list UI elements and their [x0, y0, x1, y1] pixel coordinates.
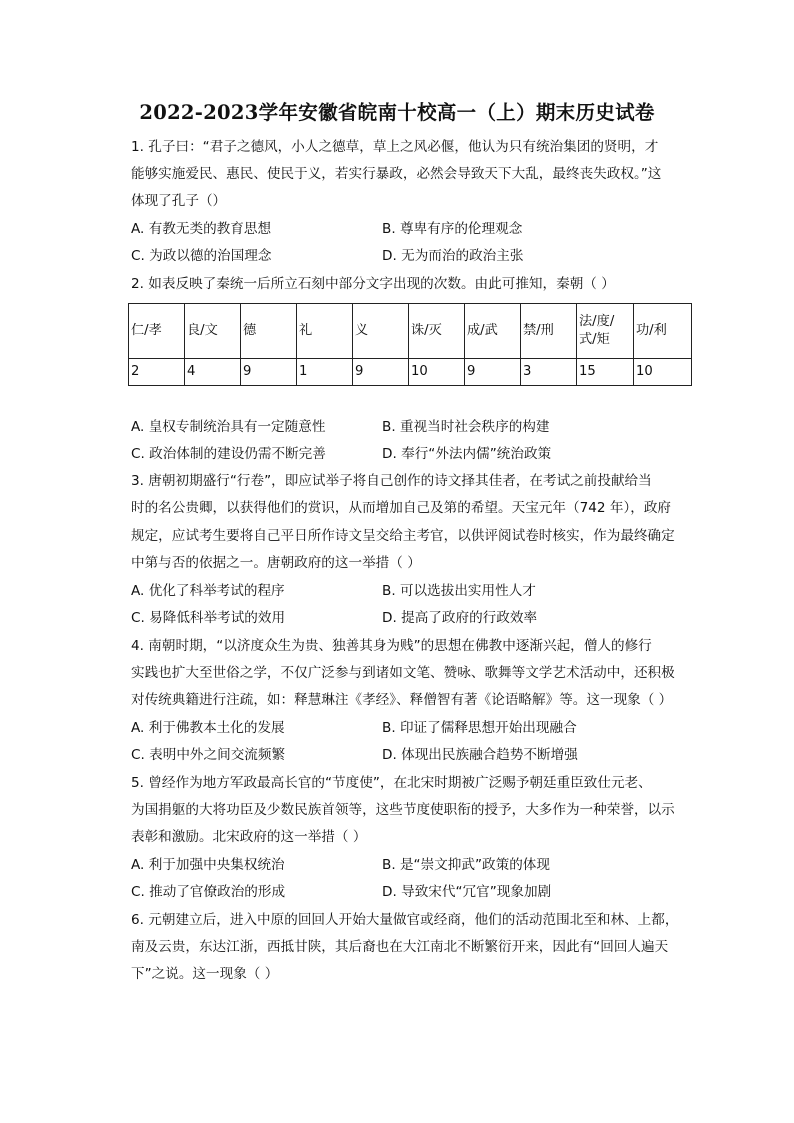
table-row	[129, 359, 692, 386]
q2-option-a: A. 皇权专制统治具有一定随意性	[131, 419, 326, 435]
q5-stem-line-2: 为国捐躯的大将功臣及少数民族首领等，这些节度使职衔的授予，大多作为一种荣誉，以示	[131, 802, 675, 818]
q4-option-d: D. 体现出民族融合趋势不断增强	[382, 747, 578, 763]
q6-stem-line-2: 南及云贵，东达江浙，西抵甘陕，其后裔也在大江南北不断繁衍开来，因此有“回回人遍天	[131, 939, 669, 955]
q1-stem-line-2: 能够实施爱民、惠民、使民于义，若实行暴政，必然会导致天下大乱，最终丧失政权。”这	[131, 166, 662, 182]
table-header-cell: 禁/刑	[521, 304, 577, 359]
q4-stem-line-3: 对传统典籍进行注疏，如：释慧琳注《孝经》、释僧智有著《论语略解》等。这一现象（ ）	[131, 692, 673, 708]
table-header-cell: 诛/灭	[409, 304, 465, 359]
q3-option-d: D. 提高了政府的行政效率	[382, 610, 538, 626]
q1-stem-line-3: 体现了孔子（）	[131, 193, 227, 209]
q1-option-a: A. 有教无类的教育思想	[131, 221, 272, 237]
q2-option-b: B. 重视当时社会秩序的构建	[382, 419, 550, 435]
table-header-cell: 义	[353, 304, 409, 359]
q4-option-c: C. 表明中外之间交流频繁	[131, 747, 286, 763]
table-header-cell: 德	[241, 304, 297, 359]
table-cell: 10	[409, 359, 465, 386]
table-cell: 4	[185, 359, 241, 386]
table-cell: 2	[129, 359, 185, 386]
table-header-cell: 礼	[297, 304, 353, 359]
table-cell: 3	[521, 359, 577, 386]
q2-stem-line-1: 2. 如表反映了秦统一后所立石刻中部分文字出现的次数。由此可推知，秦朝（ ）	[131, 276, 615, 292]
q3-option-b: B. 可以选拔出实用性人才	[382, 583, 536, 599]
q6-stem-line-3: 下”之说。这一现象（ ）	[131, 966, 279, 982]
q4-option-b: B. 印证了儒释思想开始出现融合	[382, 720, 577, 736]
table-cell: 9	[465, 359, 521, 386]
q1-option-d: D. 无为而治的政治主张	[382, 248, 524, 264]
table-cell: 10	[634, 359, 692, 386]
q5-option-b: B. 是“崇文抑武”政策的体现	[382, 857, 550, 873]
q3-option-c: C. 易降低科举考试的效用	[131, 610, 286, 626]
q1-option-c: C. 为政以德的治国理念	[131, 248, 272, 264]
table-header-cell: 仁/孝	[129, 304, 185, 359]
q5-stem-line-3: 表彰和激励。北宋政府的这一举措（ ）	[131, 829, 367, 845]
q5-option-a: A. 利于加强中央集权统治	[131, 857, 285, 873]
q3-stem-line-3: 规定，应试考生要将自己平日所作诗文呈交给主考官，以供评阅试卷时核实，作为最终确定	[131, 528, 675, 544]
q2-option-d: D. 奉行“外法内儒”统治政策	[382, 446, 552, 462]
q5-stem-line-1: 5. 曾经作为地方军政最高长官的“节度使”，在北宋时期被广泛赐予朝廷重臣致仕元老、	[131, 775, 652, 791]
table-cell: 9	[241, 359, 297, 386]
table-header-cell: 法/度/式/矩	[577, 304, 634, 359]
q4-stem-line-1: 4. 南朝时期，“以济度众生为贵、独善其身为贱”的思想在佛教中逐渐兴起，僧人的修行	[131, 638, 652, 654]
table-cell: 1	[297, 359, 353, 386]
q4-stem-line-2: 实践也扩大至世俗之学，不仅广泛参与到诸如文笔、赞咏、歌舞等文学艺术活动中，还积极	[131, 665, 675, 681]
q3-stem-line-1: 3. 唐朝初期盛行“行卷”，即应试举子将自己创作的诗文择其佳者，在考试之前投献给当	[131, 473, 652, 489]
q1-stem-line-1: 1. 孔子曰：“君子之德风，小人之德草，草上之风必偃，他认为只有统治集团的贤明，才	[131, 139, 659, 155]
table-header-cell: 良/文	[185, 304, 241, 359]
table-cell: 15	[577, 359, 634, 386]
q2-option-c: C. 政治体制的建设仍需不断完善	[131, 446, 326, 462]
exam-title: 2022-2023学年安徽省皖南十校高一（上）期末历史试卷	[139, 101, 655, 124]
table-header-cell: 功/利	[634, 304, 692, 359]
q5-option-d: D. 导致宋代“冗官”现象加剧	[382, 884, 552, 900]
q4-option-a: A. 利于佛教本土化的发展	[131, 720, 285, 736]
q3-option-a: A. 优化了科举考试的程序	[131, 583, 285, 599]
table-header-cell: 成/武	[465, 304, 521, 359]
q3-stem-line-2: 时的名公贵卿，以获得他们的赏识，从而增加自己及第的希望。天宝元年（742 年），政府	[131, 500, 672, 516]
q1-option-b: B. 尊卑有序的伦理观念	[382, 221, 523, 237]
q6-stem-line-1: 6. 元朝建立后，进入中原的回回人开始大量做官或经商，他们的活动范围北至和林、上都，	[131, 912, 679, 928]
table-header-row	[129, 304, 692, 359]
q5-option-c: C. 推动了官僚政治的形成	[131, 884, 286, 900]
q3-stem-line-4: 中第与否的依据之一。唐朝政府的这一举措（ ）	[131, 555, 421, 571]
stone-inscription-word-count-table	[128, 303, 692, 386]
table-cell: 9	[353, 359, 409, 386]
